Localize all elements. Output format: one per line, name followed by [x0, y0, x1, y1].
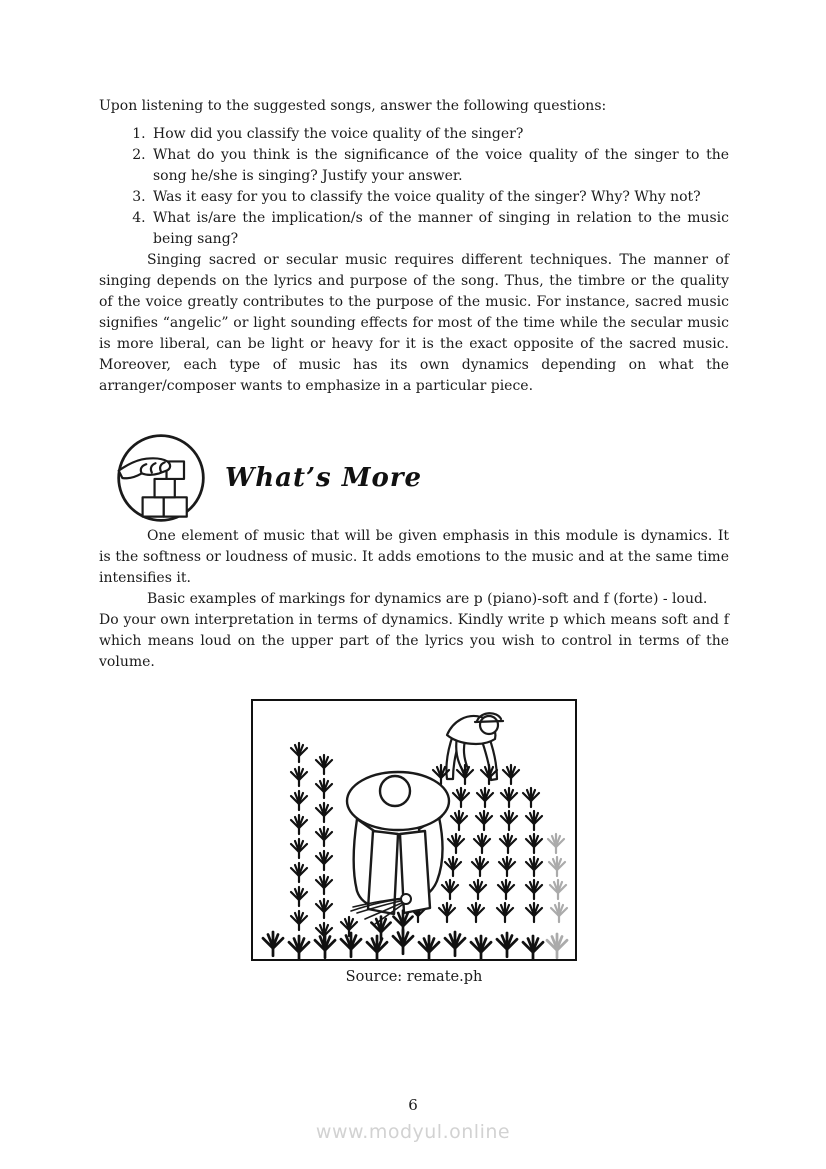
hand-stacking-blocks-icon	[115, 432, 207, 524]
footer-watermark: www.modyul.online	[315, 1121, 511, 1143]
paragraph-instruction: Do your own interpretation in terms of dynamics. Kindly write p which means soft and f which means loud on the upper part of the lyrics you wish to control in terms of the volume.	[99, 612, 729, 670]
paragraph-markings: Basic examples of markings for dynamics are p (piano)-soft and f (forte) - loud.	[147, 591, 708, 607]
figure-caption: Source: remate.ph	[345, 969, 483, 985]
question-list	[99, 124, 729, 250]
paragraph-sacred-secular: Singing sacred or secular music requires different techniques. The manner of singing depends on the lyrics and purpose of the song. Thus, the timbre or the quality of the voice greatly contributes to the purpose of the music. For instance, sacred music signifies “angelic” or light sounding effects for most of the time while the secular music is more liberal, can be light or heavy for it is the exact opposite of the sacred music. Moreover, each type of music has its own dynamics depending on what the arranger/composer wants to emphasize in a particular piece.	[99, 252, 729, 394]
question-item-1: 1. How did you classify the voice quality of the singer?	[150, 124, 729, 145]
section-heading: What’s More	[225, 462, 423, 493]
figure	[251, 699, 577, 988]
section-header	[99, 430, 729, 526]
question-item-3: 3. Was it easy for you to classify the voice quality of the singer? Why? Why not?	[150, 187, 729, 208]
page-number: 6	[408, 1096, 418, 1114]
paragraph-dynamics: One element of music that will be given emphasis in this module is dynamics. It is the softness or loudness of music. It adds emotions to the music and at the same time intensifies it.	[99, 528, 729, 586]
page-content	[99, 0, 729, 988]
rice-planting-illustration	[251, 699, 577, 961]
question-item-4: 4. What is/are the implication/s of the manner of singing in relation to the music being sang?	[150, 208, 729, 250]
rice-planting-drawing	[253, 701, 575, 959]
intro-text: Upon listening to the suggested songs, answer the following questions:	[99, 98, 607, 114]
question-item-2: 2. What do you think is the significance of the voice quality of the singer to the song he/she is singing? Justify your answer.	[150, 145, 729, 187]
